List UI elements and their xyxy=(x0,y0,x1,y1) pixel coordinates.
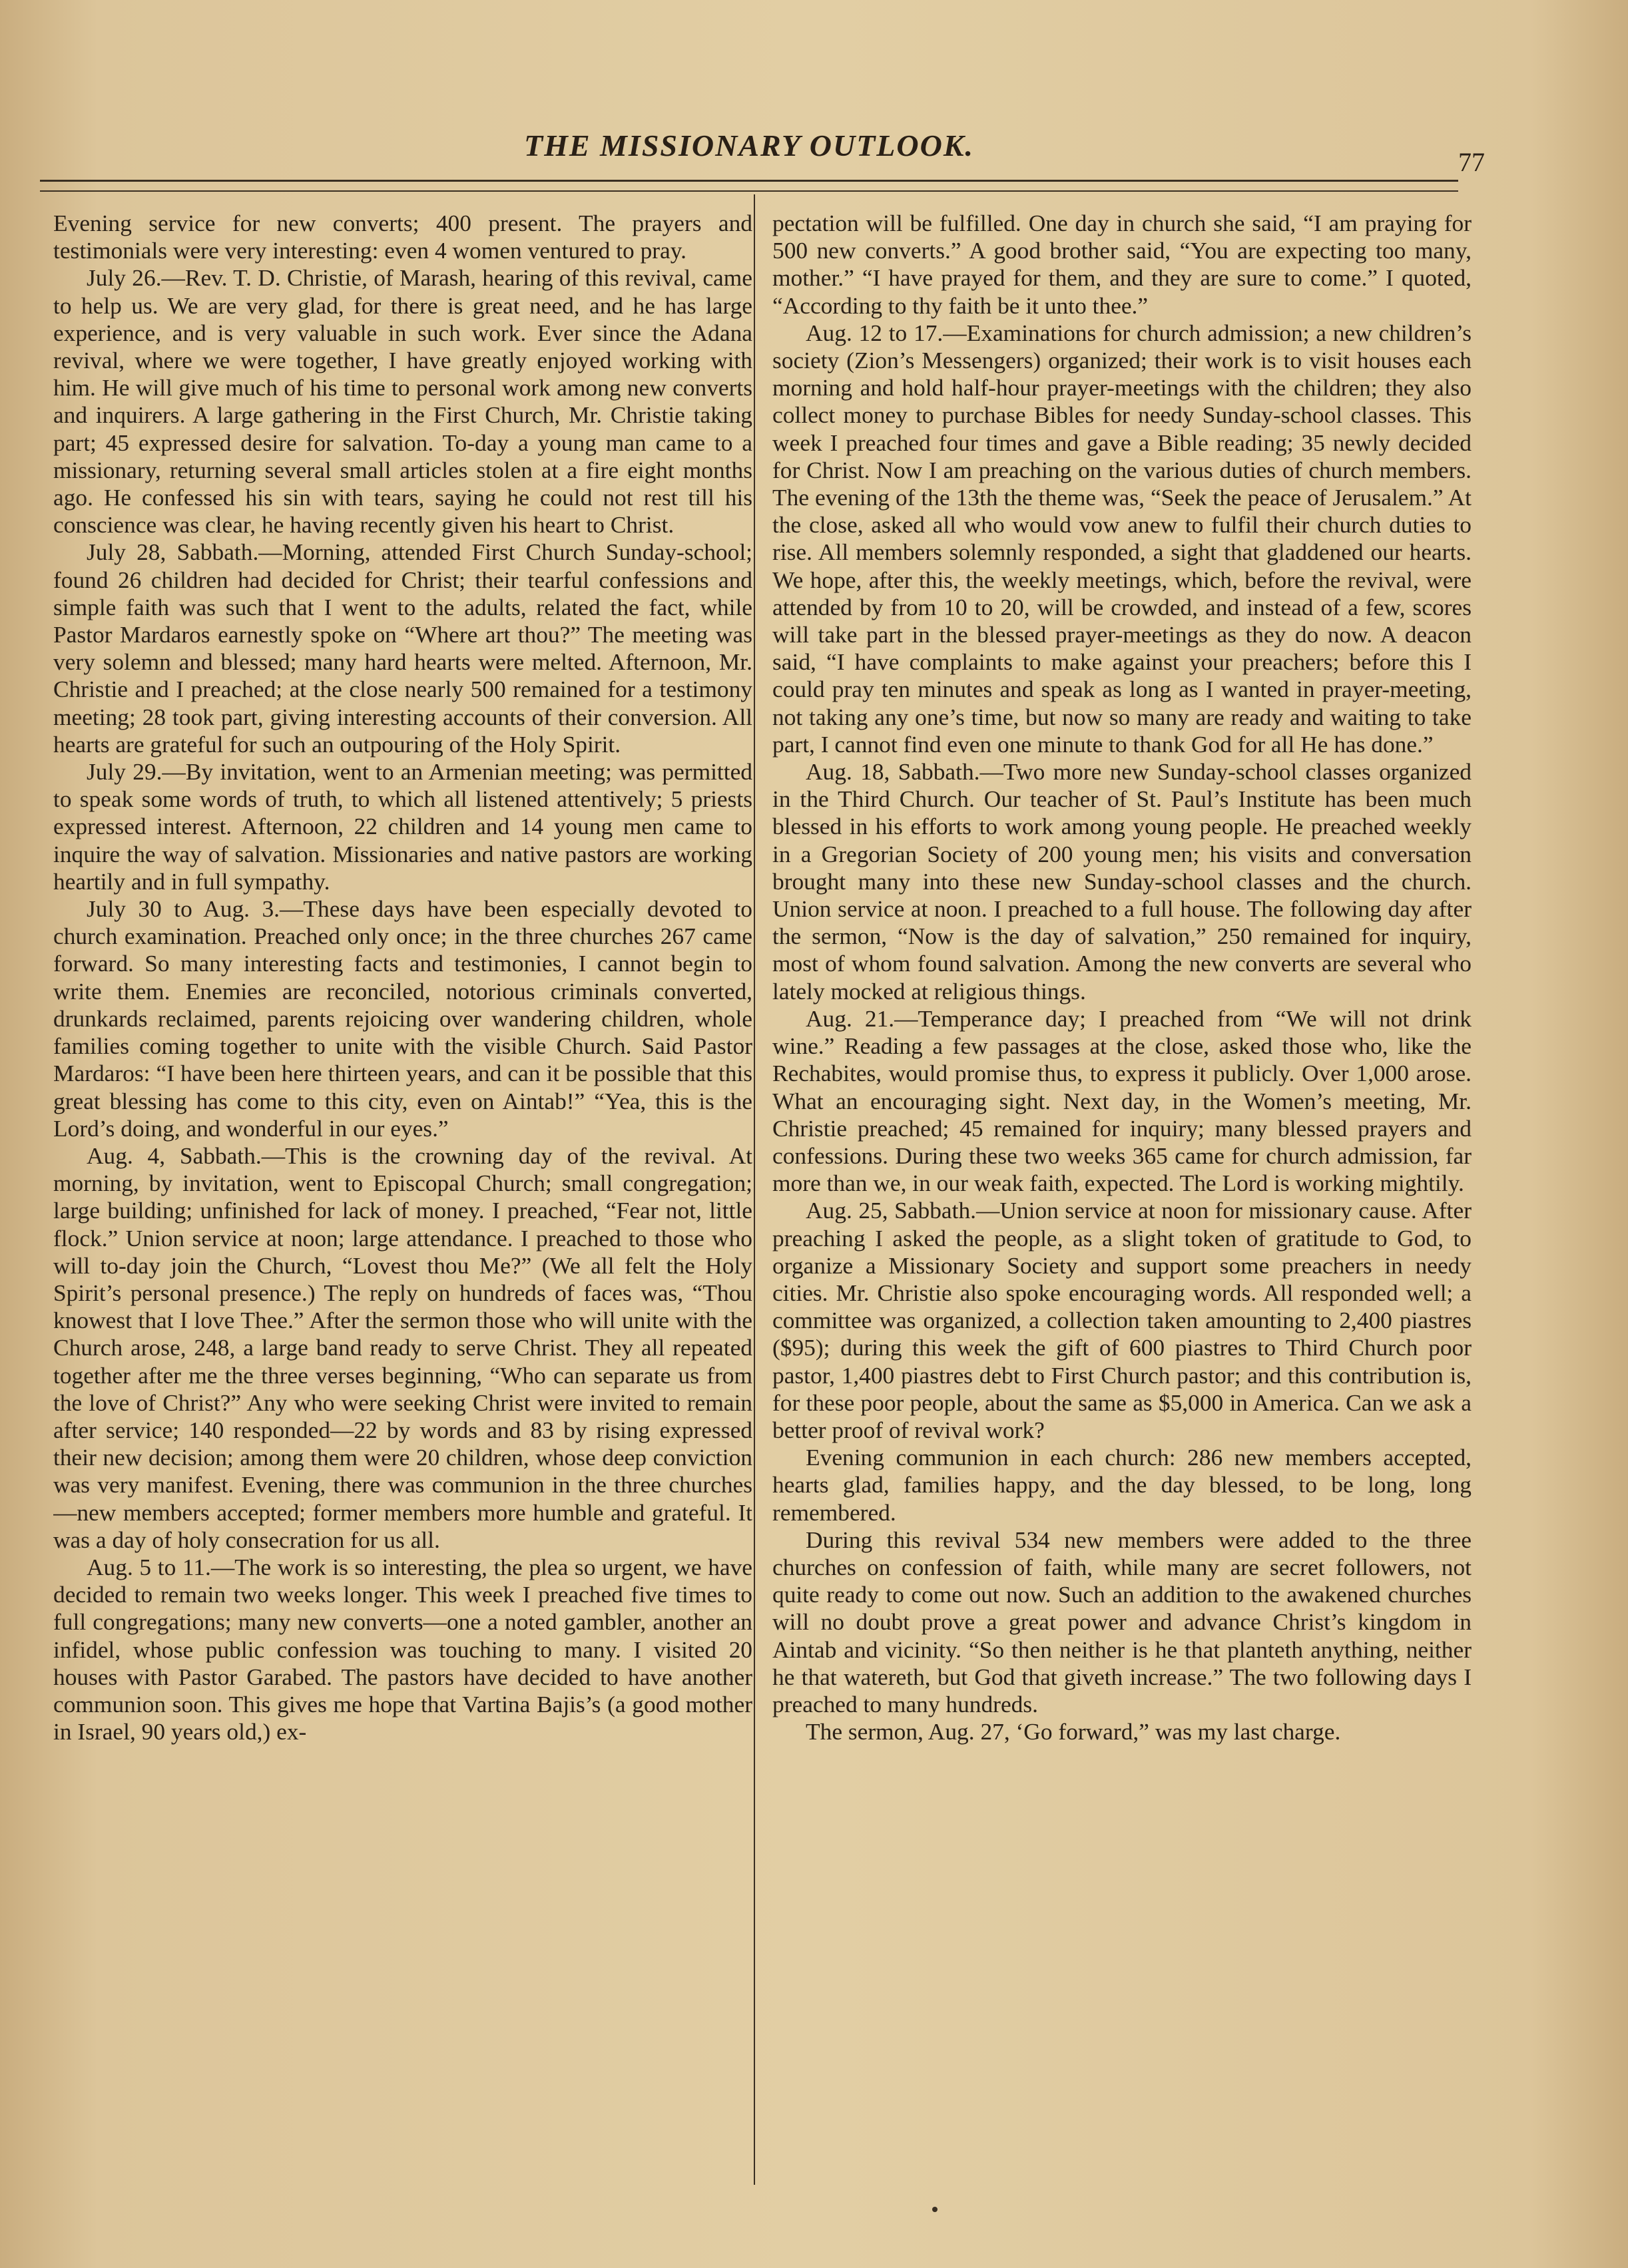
paragraph: Aug. 21.—Temperance day; I preached from “We will not drink wine.” Reading a few passages at the close, asked those who, like the Rechabites, would promise thus, to express it publicly. Over 1,000 arose. What an encouraging sight. Next day, in the Women’s meeting, Mr. Christie preached; 45 remained for inquiry; many blessed prayers and confessions. During these two weeks 365 came for church admission, far more than we, in our weak faith, expected. The Lord is working mightily. xyxy=(772,1005,1472,1197)
paragraph: July 28, Sabbath.—Morning, attended First Church Sunday-school; found 26 children had decided for Christ; their tearful confessions and simple faith was such that I went to the adults, related the fact, while Pastor Mardaros earnestly spoke on “Where art thou?” The meeting was very solemn and blessed; many hard hearts were melted. Afternoon, Mr. Christie and I preached; at the close nearly 500 remained for a testimony meeting; 28 took part, giving interesting accounts of their conversion. All hearts are grateful for such an outpouring of the Holy Spirit. xyxy=(53,539,752,758)
header-rule-thin xyxy=(40,190,1458,192)
page-number: 77 xyxy=(1458,147,1485,177)
left-column xyxy=(53,210,752,2190)
paragraph: Evening communion in each church: 286 new members accepted, hearts glad, families happy, and the day blessed, to be long, long remembered. xyxy=(772,1444,1472,1526)
right-column xyxy=(772,210,1472,2190)
paragraph: Aug. 18, Sabbath.—Two more new Sunday-school classes organized in the Third Church. Our teacher of St. Paul’s Institute has been much blessed in his efforts to work among young people. He preached weekly in a Gregorian Society of 200 young men; his visits and conversation brought many into these new Sunday-school classes and the church. Union service at noon. I preached to a full house. The following day after the sermon, “Now is the day of salvation,” 250 remained for inquiry, most of whom found salvation. Among the new converts are several who lately mocked at religious things. xyxy=(772,758,1472,1005)
paragraph: July 30 to Aug. 3.—These days have been especially devoted to church examination. Preached only once; in the three churches 267 came forward. So many interesting facts and testimonies, I cannot begin to write them. Enemies are reconciled, notorious criminals converted, drunkards reclaimed, parents rejoicing over wandering children, whole families coming together to unite with the visible Church. Said Pastor Mardaros: “I have been here thirteen years, and can it be possible that this great blessing has come to this city, even on Aintab!” “Yea, this is the Lord’s doing, and wonderful in our eyes.” xyxy=(53,895,752,1142)
paragraph: Aug. 25, Sabbath.—Union service at noon for missionary cause. After preaching I asked the people, as a slight token of gratitude to God, to organize a Missionary Society and support some preachers in needy cities. Mr. Christie also spoke encouraging words. All responded well; a committee was organized, a collection taken amounting to 2,400 piastres ($95); during this week the gift of 600 piastres to Third Church poor pastor, 1,400 piastres debt to First Church pastor; and this contribution is, for these poor people, about the same as $5,000 in America. Can we ask a better proof of revival work? xyxy=(772,1197,1472,1443)
paragraph: Evening service for new converts; 400 present. The prayers and testimonials were very interesting: even 4 women ventured to pray. xyxy=(53,210,752,264)
ink-speck xyxy=(932,2207,938,2212)
paragraph: July 26.—Rev. T. D. Christie, of Marash, hearing of this revival, came to help us. We are very glad, for there is great need, and he has large experience, and is very valuable in such work. Ever since the Adana revival, where we were together, I have greatly enjoyed working with him. He will give much of his time to personal work among new converts and inquirers. A large gathering in the First Church, Mr. Christie taking part; 45 expressed desire for salvation. To-day a young man came to a missionary, returning several small articles stolen at a fire eight months ago. He confessed his sin with tears, saying he could not rest till his conscience was clear, he having recently given his heart to Christ. xyxy=(53,264,752,539)
column-divider xyxy=(754,194,755,2185)
paragraph: Aug. 12 to 17.—Examinations for church admission; a new children’s society (Zion’s Messengers) organized; their work is to visit houses each morning and hold half-hour prayer-meetings with the children; they also collect money to purchase Bibles for needy Sunday-school classes. This week I preached four times and gave a Bible reading; 35 newly decided for Christ. Now I am preaching on the various duties of church members. The evening of the 13th the theme was, “Seek the peace of Jerusalem.” At the close, asked all who would vow anew to fulfil their church duties to rise. All members solemnly responded, a sight that gladdened our hearts. We hope, after this, the weekly meetings, which, before the revival, were attended by from 10 to 20, will be crowded, and instead of a few, scores will take part in the blessed prayer-meetings as they do now. A deacon said, “I have complaints to make against your preachers; before this I could pray ten minutes and speak as long as I wanted in prayer-meeting, not taking any one’s time, but now so many are ready and waiting to take part, I cannot find even one minute to thank God for all He has done.” xyxy=(772,319,1472,758)
paragraph: Aug. 5 to 11.—The work is so interesting, the plea so urgent, we have decided to remain two weeks longer. This week I preached five times to full congregations; many new converts—one a noted gambler, another an infidel, whose public confession was touching to many. I visited 20 houses with Pastor Garabed. The pastors have decided to have another communion soon. This gives me hope that Vartina Bajis’s (a good mother in Israel, 90 years old,) ex- xyxy=(53,1553,752,1745)
paragraph: July 29.—By invitation, went to an Armenian meeting; was permitted to speak some words of truth, to which all listened attentively; 5 priests expressed interest. Afternoon, 22 children and 14 young men came to inquire the way of salvation. Missionaries and native pastors are working heartily and in full sympathy. xyxy=(53,758,752,895)
paragraph: During this revival 534 new members were added to the three churches on confession of faith, while many are secret followers, not quite ready to come out now. Such an addition to the awakened churches will no doubt prove a great power and advance Christ’s kingdom in Aintab and vicinity. “So then neither is he that planteth anything, neither he that watereth, but God that giveth increase.” The two following days I preached to many hundreds. xyxy=(772,1526,1472,1717)
header-rule xyxy=(40,180,1458,182)
paragraph: Aug. 4, Sabbath.—This is the crowning day of the revival. At morning, by invitation, went to Episcopal Church; small congregation; large building; unfinished for lack of money. I preached, “Fear not, little flock.” Union service at noon; large attendance. I preached to those who will to-day join the Church, “Lovest thou Me?” (We all felt the Holy Spirit’s personal presence.) The reply on hundreds of faces was, “Thou knowest that I love Thee.” After the sermon those who will unite with the Church arose, 248, a large band ready to serve Christ. They all repeated together after me the three verses beginning, “Who can separate us from the love of Christ?” Any who were seeking Christ were invited to remain after service; 140 responded—22 by words and 83 by rising expressed their new decision; among them were 20 children, whose deep conviction was very manifest. Evening, there was communion in the three churches—new members accepted; former members more humble and grateful. It was a day of holy consecration for us all. xyxy=(53,1142,752,1553)
page-header xyxy=(40,120,1485,180)
paragraph: The sermon, Aug. 27, ‘Go forward,” was my last charge. xyxy=(806,1718,1341,1745)
running-title: THE MISSIONARY OUTLOOK. xyxy=(523,128,975,162)
paragraph: pectation will be fulfilled. One day in church she said, “I am praying for 500 new converts.” A good brother said, “You are expecting too many, mother.” “I have prayed for them, and they are sure to come.” I quoted, “According to thy faith be it unto thee.” xyxy=(772,210,1472,319)
